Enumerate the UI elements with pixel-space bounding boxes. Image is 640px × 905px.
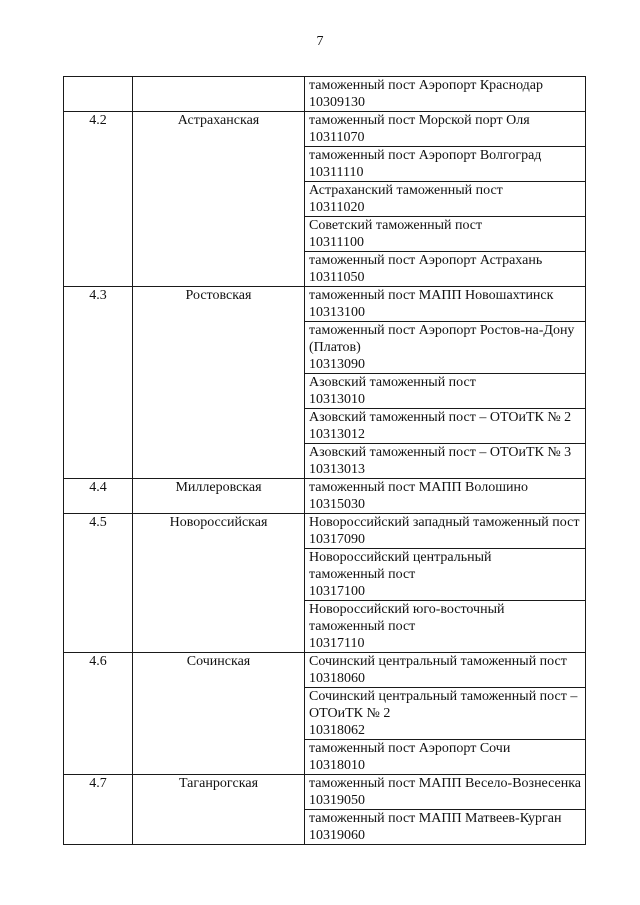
customs-post-code: 10311020: [309, 200, 365, 215]
customs-post-cell: [305, 409, 586, 444]
customs-post-name: таможенный пост: [309, 567, 416, 582]
customs-post-name: таможенный пост Аэропорт Краснодар: [309, 78, 544, 93]
customs-post-name: таможенный пост Аэропорт Волгоград: [309, 148, 542, 163]
customs-post-code: 10318062: [309, 723, 365, 738]
customs-post-code: 10311050: [309, 270, 365, 285]
table-row: [64, 479, 586, 514]
customs-post-name: Сочинский центральный таможенный пост: [309, 654, 567, 669]
customs-post-code: 10313090: [309, 357, 365, 372]
customs-post-name: таможенный пост МАПП Новошахтинск: [309, 288, 554, 303]
customs-post-cell: [305, 147, 586, 182]
customs-post-code: 10313010: [309, 392, 365, 407]
customs-post-name: Астраханский таможенный пост: [309, 183, 503, 198]
customs-posts-table: [63, 76, 586, 845]
customs-region: Астраханская: [133, 112, 305, 287]
customs-region: [133, 77, 305, 112]
table-row: [64, 653, 586, 688]
customs-post-code: 10319050: [309, 793, 365, 808]
customs-post-name: таможенный пост Морской порт Оля: [309, 113, 530, 128]
customs-post-cell: [305, 217, 586, 252]
customs-post-cell: [305, 322, 586, 374]
customs-post-cell: [305, 549, 586, 601]
customs-post-name: Азовский таможенный пост – ОТОиТК № 2: [309, 410, 572, 425]
customs-post-code: 10317110: [309, 636, 365, 651]
customs-post-cell: [305, 740, 586, 775]
customs-region: Сочинская: [133, 653, 305, 775]
customs-post-code: 10317100: [309, 584, 365, 599]
customs-post-code: 10313012: [309, 427, 365, 442]
customs-post-code: 10309130: [309, 95, 365, 110]
table-body: [64, 77, 586, 845]
customs-region: Таганрогская: [133, 775, 305, 845]
section-number: 4.6: [64, 653, 133, 775]
section-number: 4.4: [64, 479, 133, 514]
customs-post-cell: [305, 601, 586, 653]
customs-region: Новороссийская: [133, 514, 305, 653]
customs-post-cell: [305, 810, 586, 845]
customs-post-cell: [305, 374, 586, 409]
customs-post-name: Азовский таможенный пост – ОТОиТК № 3: [309, 445, 572, 460]
section-number: [64, 77, 133, 112]
customs-post-code: 10315030: [309, 497, 365, 512]
customs-post-name: Новороссийский западный таможенный пост: [309, 515, 580, 530]
table-row: [64, 514, 586, 549]
customs-post-cell: [305, 688, 586, 740]
customs-post-name: (Платов): [309, 340, 361, 355]
customs-post-name: Сочинский центральный таможенный пост –: [309, 689, 578, 704]
customs-region: Миллеровская: [133, 479, 305, 514]
customs-post-name: Новороссийский юго-восточный: [309, 602, 505, 617]
customs-post-cell: [305, 287, 586, 322]
section-number: 4.2: [64, 112, 133, 287]
customs-post-code: 10319060: [309, 828, 365, 843]
customs-post-code: 10318010: [309, 758, 365, 773]
customs-post-name: таможенный пост Аэропорт Сочи: [309, 741, 511, 756]
customs-post-code: 10318060: [309, 671, 365, 686]
customs-post-code: 10311100: [309, 235, 364, 250]
customs-post-cell: [305, 775, 586, 810]
customs-post-name: таможенный пост Аэропорт Астрахань: [309, 253, 543, 268]
customs-post-cell: [305, 252, 586, 287]
customs-post-cell: [305, 653, 586, 688]
customs-post-cell: [305, 444, 586, 479]
customs-post-code: 10313100: [309, 305, 365, 320]
customs-post-name: таможенный пост МАПП Матвеев-Курган: [309, 811, 562, 826]
section-number: 4.5: [64, 514, 133, 653]
customs-region: Ростовская: [133, 287, 305, 479]
customs-post-code: 10311070: [309, 130, 365, 145]
customs-post-name: таможенный пост МАПП Волошино: [309, 480, 528, 495]
table-row: [64, 77, 586, 112]
customs-post-cell: [305, 182, 586, 217]
customs-post-name: таможенный пост МАПП Весело-Вознесенка: [309, 776, 582, 791]
page-number: 7: [316, 34, 324, 49]
customs-post-cell: [305, 479, 586, 514]
customs-post-name: Советский таможенный пост: [309, 218, 483, 233]
customs-post-name: таможенный пост: [309, 619, 416, 634]
customs-post-code: 10313013: [309, 462, 365, 477]
table-row: [64, 775, 586, 810]
customs-post-name: Новороссийский центральный: [309, 550, 492, 565]
customs-post-name: ОТОиТК № 2: [309, 706, 391, 721]
customs-post-code: 10311110: [309, 165, 364, 180]
table-row: [64, 112, 586, 147]
table-row: [64, 287, 586, 322]
customs-post-cell: [305, 112, 586, 147]
customs-post-cell: [305, 77, 586, 112]
customs-post-name: таможенный пост Аэропорт Ростов-на-Дону: [309, 323, 575, 338]
section-number: 4.3: [64, 287, 133, 479]
section-number: 4.7: [64, 775, 133, 845]
customs-post-name: Азовский таможенный пост: [309, 375, 476, 390]
customs-post-code: 10317090: [309, 532, 365, 547]
customs-post-cell: [305, 514, 586, 549]
